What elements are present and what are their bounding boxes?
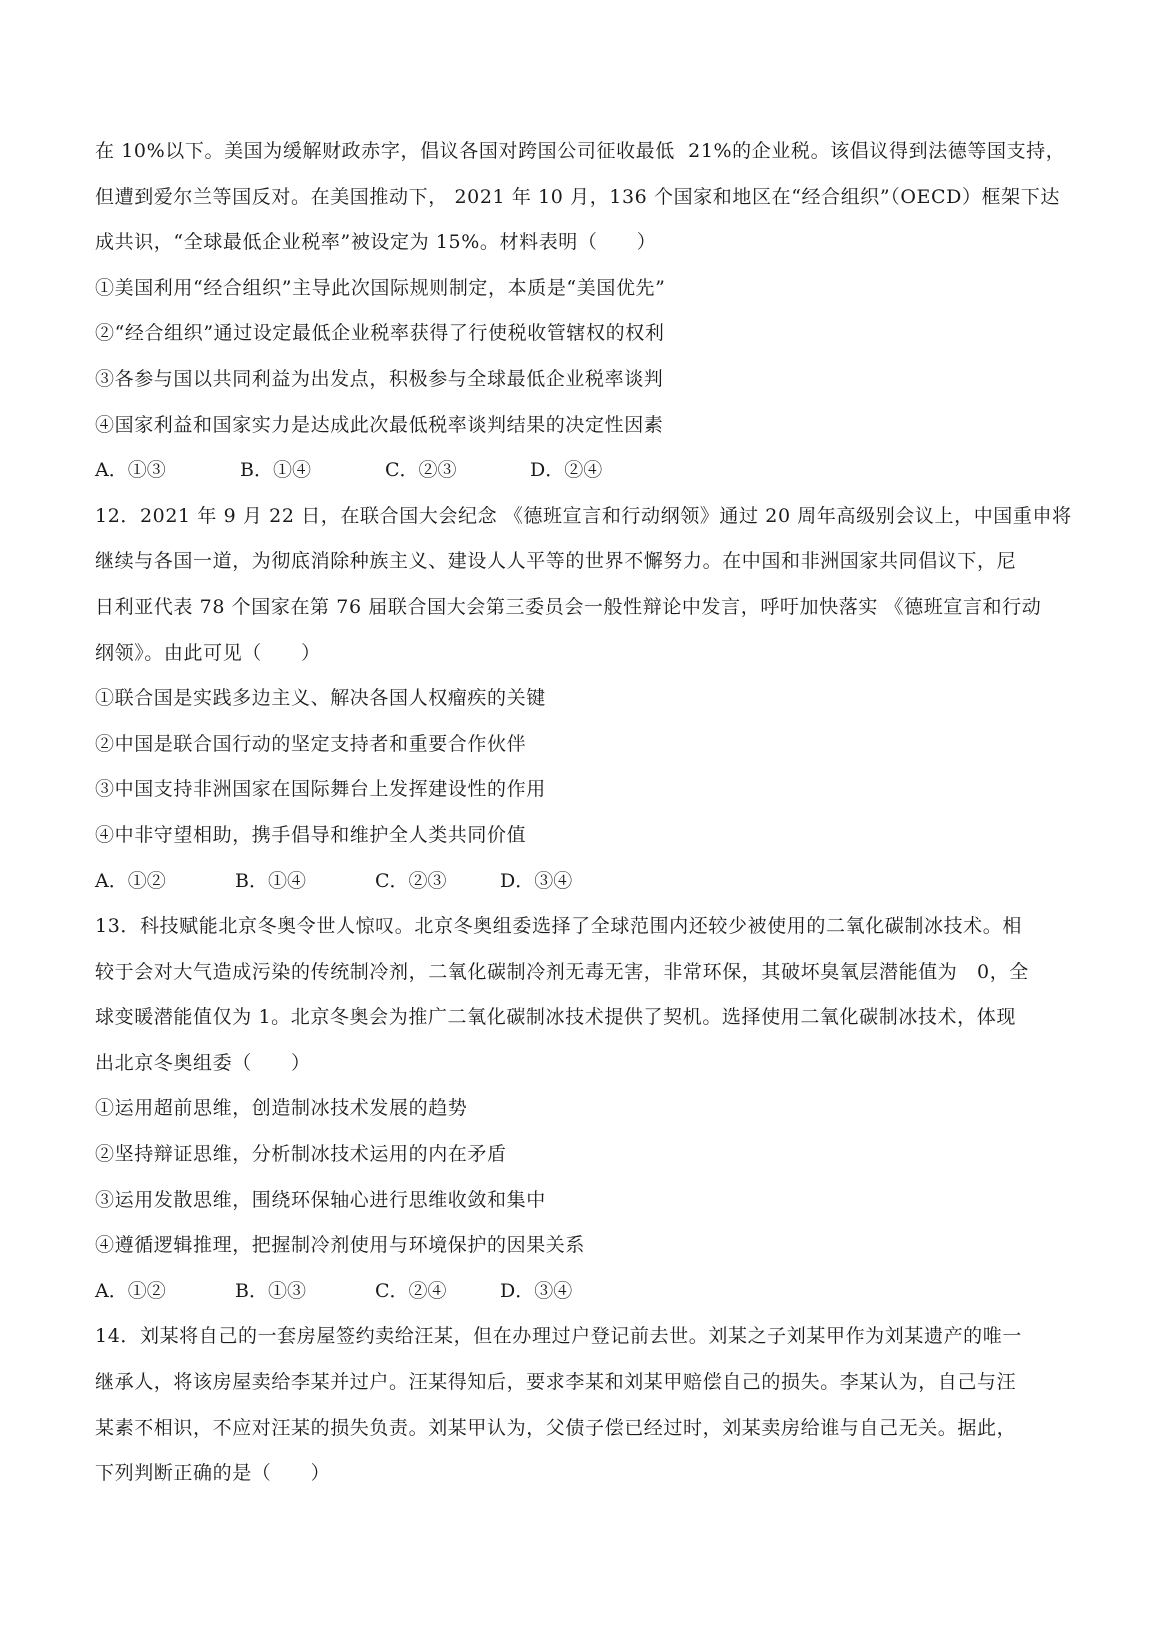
q14-stem-line: 14．刘某将自己的一套房屋签约卖给汪某，但在办理过户登记前去世。刘某之子刘某甲作为刘某遗产的唯一	[95, 1325, 1022, 1348]
q12-stem-line: 日利亚代表 78 个国家在第 76 届联合国大会第三委员会一般性辩论中发言，呼吁加快落实 《德班宣言和行动	[95, 595, 1042, 618]
q12-statement-3: ③中国支持非洲国家在国际舞台上发挥建设性的作用	[95, 778, 546, 801]
q13-options	[95, 1269, 1065, 1315]
q11-option-b: B．①④	[240, 459, 311, 482]
q12-option-a: A．①②	[95, 869, 166, 892]
q13-stem-line: 出北京冬奥组委（ ）	[95, 1051, 311, 1074]
q11-options	[95, 448, 1065, 494]
q14-stem-line: 下列判断正确的是（ ）	[95, 1462, 331, 1485]
q11-option-d: D．②④	[530, 459, 603, 482]
q13-option-b: B．①③	[235, 1279, 306, 1302]
q11-statement-2: ②“经合组织”通过设定最低企业税率获得了行使税收管辖权的权利	[95, 322, 665, 345]
q14-stem-line: 继承人，将该房屋卖给李某并过户。汪某得知后，要求李某和刘某甲赔偿自己的损失。李某认为，自己与汪	[95, 1371, 1017, 1394]
q13-statement-2: ②坚持辩证思维，分析制冰技术运用的内在矛盾	[95, 1143, 507, 1166]
q12-stem-line: 继续与各国一道，为彻底消除种族主义、建设人人平等的世界不懈努力。在中国和非洲国家共同倡议下，尼	[95, 550, 1017, 573]
q13-option-a: A．①②	[95, 1279, 166, 1302]
q13-statement-3: ③运用发散思维，围绕环保轴心进行思维收敛和集中	[95, 1188, 546, 1211]
q13-stem-line: 较于会对大气造成污染的传统制冷剂，二氧化碳制冷剂无毒无害，非常环保，其破坏臭氧层潜能值为 0，全	[95, 960, 1029, 983]
q13-stem-line: 13．科技赋能北京冬奥令世人惊叹。北京冬奥组委选择了全球范围内还较少被使用的二氧化碳制冰技术。相	[95, 915, 1022, 938]
q11-statement-4: ④国家利益和国家实力是达成此次最低税率谈判结果的决定性因素	[95, 413, 664, 436]
q13-statement-1: ①运用超前思维，创造制冰技术发展的趋势	[95, 1097, 468, 1120]
q11-stem-line: 成共识，“全球最低企业税率”被设定为 15%。材料表明（ ）	[95, 231, 657, 254]
q12-option-b: B．①④	[235, 869, 306, 892]
q14-stem-line: 某素不相识，不应对汪某的损失负责。刘某甲认为，父债子偿已经过时，刘某卖房给谁与自己无关。据此，	[95, 1416, 1017, 1439]
q12-option-d: D．③④	[500, 869, 573, 892]
q11-statement-3: ③各参与国以共同利益为出发点，积极参与全球最低企业税率谈判	[95, 367, 664, 390]
q13-statement-4: ④遵循逻辑推理，把握制冷剂使用与环境保护的因果关系	[95, 1234, 586, 1257]
q12-statement-2: ②中国是联合国行动的坚定支持者和重要合作伙伴	[95, 732, 527, 755]
question-12	[95, 494, 1072, 904]
question-13	[95, 904, 1065, 1314]
document-page	[95, 129, 1072, 1497]
q11-stem-line: 在 10%以下。美国为缓解财政赤字，倡议各国对跨国公司征收最低 21%的企业税。该倡议得到法德等国支持，	[95, 140, 1066, 162]
q12-stem-line: 纲领》。由此可见（ ）	[95, 641, 321, 664]
q11-statement-1: ①美国利用“经合组织”主导此次国际规则制定，本质是“美国优先”	[95, 276, 666, 299]
question-14	[95, 1314, 1065, 1496]
q12-statement-4: ④中非守望相助，携手倡导和维护全人类共同价值	[95, 823, 527, 846]
q11-stem-line: 但遭到爱尔兰等国反对。在美国推动下， 2021 年 10 月，136 个国家和地区在“经合组织”（OECD）框架下达	[95, 185, 1060, 208]
q12-option-c: C．②③	[375, 869, 447, 892]
q11-option-a: A．①③	[95, 459, 166, 482]
q13-option-c: C．②④	[375, 1279, 447, 1302]
q11-option-c: C．②③	[385, 459, 457, 482]
q12-statement-1: ①联合国是实践多边主义、解决各国人权瘤疾的关键	[95, 687, 546, 710]
q13-stem-line: 球变暖潜能值仅为 1。北京冬奥会为推广二氧化碳制冰技术提供了契机。选择使用二氧化碳制冰技术，体现	[95, 1006, 1016, 1029]
q12-options	[95, 859, 1065, 905]
q12-stem-line: 12．2021 年 9 月 22 日，在联合国大会纪念 《德班宣言和行动纲领》通过 20 周年高级别会议上，中国重申将	[95, 504, 1072, 527]
q13-option-d: D．③④	[500, 1279, 573, 1302]
question-11	[95, 129, 1065, 494]
